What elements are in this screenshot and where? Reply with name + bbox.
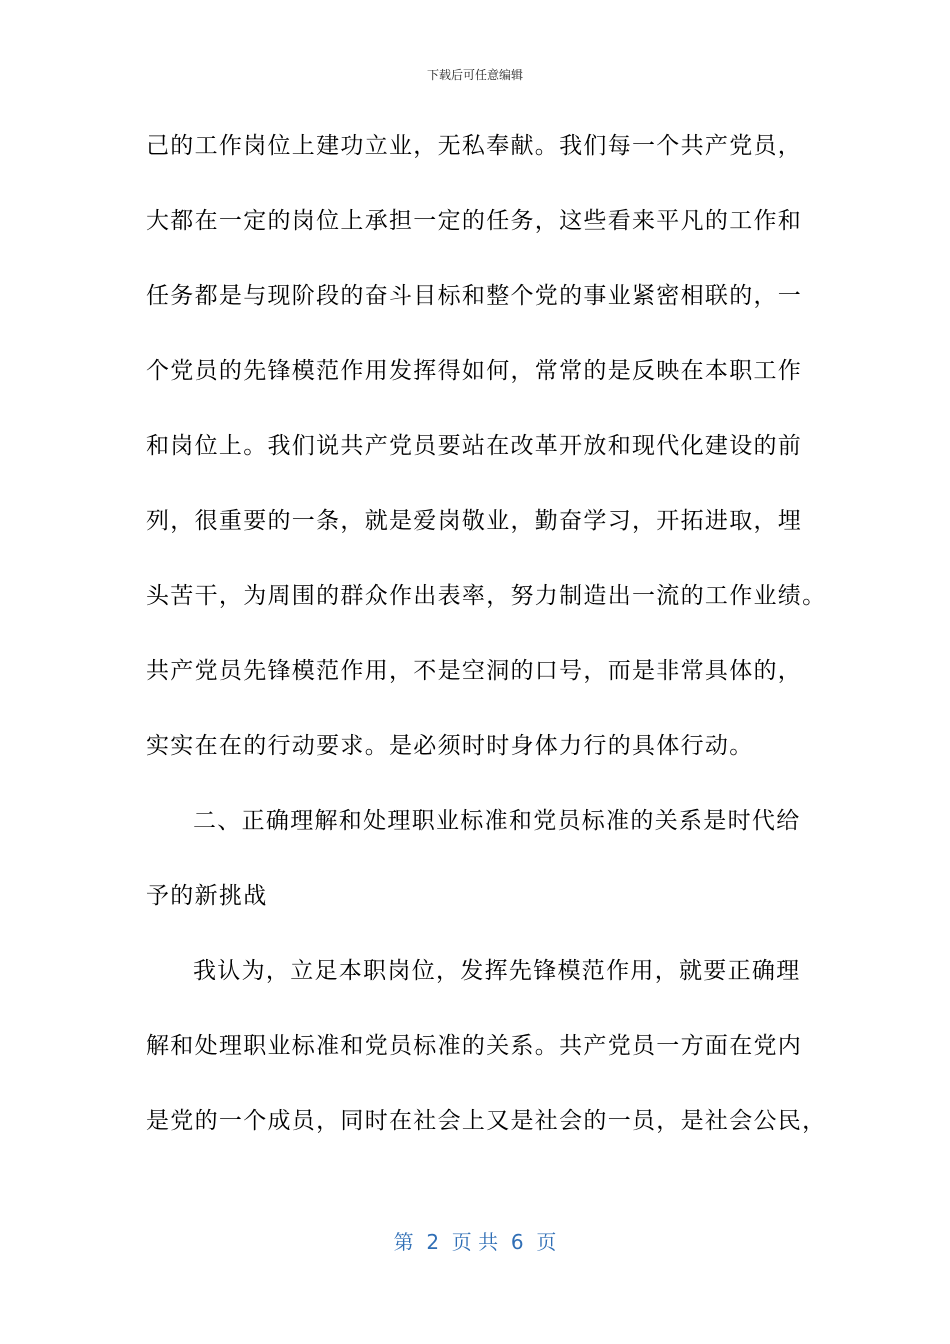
page-footer: 第 2 页 共 6 页 (393, 1230, 557, 1254)
text-line: 共产党员先锋模范作用，不是空洞的口号，而是非常具体的， (146, 658, 803, 684)
text-line: 和岗位上。我们说共产党员要站在改革开放和现代化建设的前 (146, 433, 803, 459)
text-line: 任务都是与现阶段的奋斗目标和整个党的事业紧密相联的，一 (146, 283, 803, 309)
text-line: 头苦干，为周围的群众作出表率，努力制造出一流的工作业绩。 (146, 583, 827, 609)
text-line: 己的工作岗位上建功立业，无私奉献。我们每一个共产党员， (146, 133, 803, 159)
page-header: 下载后可任意编辑 (426, 68, 523, 82)
text-line: 二、正确理解和处理职业标准和党员标准的关系是时代给 (193, 808, 801, 834)
paragraph (146, 124, 826, 799)
text-line: 予的新挑战 (146, 883, 268, 909)
text-line: 我认为，立足本职岗位，发挥先锋模范作用，就要正确理 (193, 958, 801, 984)
text-line: 是党的一个成员，同时在社会上又是社会的一员，是社会公民， (146, 1108, 827, 1134)
text-line: 解和处理职业标准和党员标准的关系。共产党员一方面在党内 (146, 1033, 803, 1059)
text-line: 实实在在的行动要求。是必须时时身体力行的具体行动。 (146, 733, 754, 759)
text-line: 个党员的先锋模范作用发挥得如何，常常的是反映在本职工作 (146, 358, 803, 384)
paragraph (146, 949, 826, 1174)
text-line: 大都在一定的岗位上承担一定的任务，这些看来平凡的工作和 (146, 208, 803, 234)
text-line: 列，很重要的一条，就是爱岗敬业，勤奋学习，开拓进取，埋 (146, 508, 803, 534)
section-heading (146, 799, 826, 949)
body-text (146, 124, 826, 1174)
